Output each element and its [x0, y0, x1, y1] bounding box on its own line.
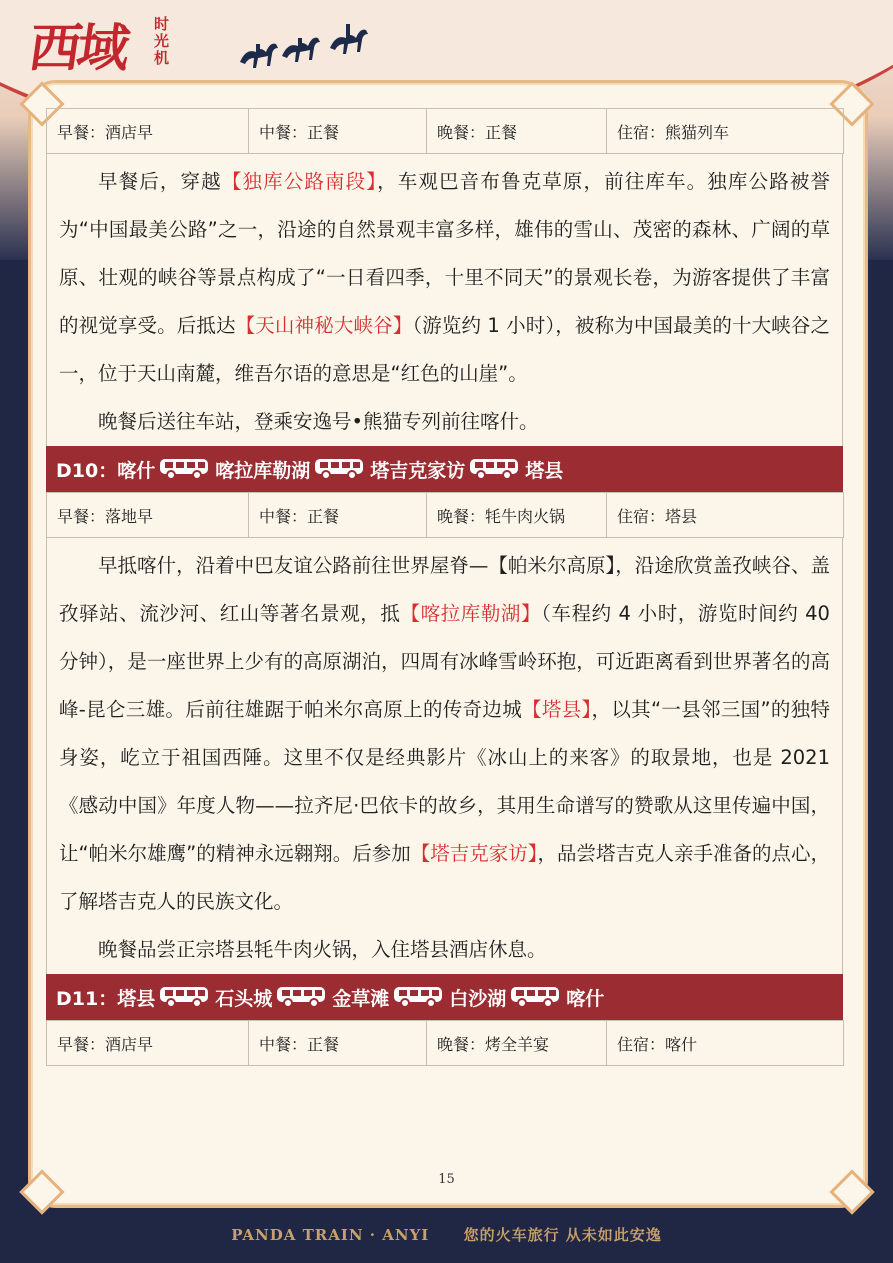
text-run: 早抵喀什，沿着中巴友谊公路前往世界屋脊—【帕米尔高原】，沿途欣赏盖孜峡谷、盖孜驿站、流沙河、红山等著名景观，抵	[59, 554, 830, 625]
day-label: D10：	[56, 459, 118, 482]
page-number: 15	[438, 1172, 455, 1187]
lunch-cell: 中餐：正餐	[249, 109, 427, 154]
route-stop: 塔县	[525, 459, 564, 482]
route-stop: 塔县	[117, 987, 156, 1010]
text-run: 早餐后，穿越	[98, 170, 222, 193]
highlight-location: 【喀拉库勒湖】	[400, 602, 542, 625]
text-run: ，以其“一县邻三国”的独特身姿，屹立于祖国西陲。这里不仅是经典影片《冰山上的来客》的取景地，也是 2021《感动中国》年度人物——拉齐尼·巴依卡的故乡，其用生命谱写的赞歌从这里传遍中国，让“帕米尔雄鹰”的精神永远翱翔。后参加	[59, 698, 830, 865]
text-run: （车程约 4 小时，游览时间约 40 分钟），是一座世界上少有的高原湖泊，四周有冰峰雪岭环抱，可近距离看到世界著名的高峰-昆仑三雄。后前往雄踞于帕米尔高原上的传奇边城	[59, 602, 830, 721]
route-stop: 喀什	[566, 987, 605, 1010]
meals-table-d9	[46, 108, 844, 154]
day-label: D11：	[56, 987, 118, 1010]
highlight-location: 【天山神秘大峡谷】	[235, 314, 413, 337]
logo-sub-text: 时光机	[154, 15, 170, 67]
highlight-location: 【塔县】	[522, 698, 592, 721]
route-stop: 喀什	[117, 459, 156, 482]
bus-icon	[159, 458, 211, 480]
bus-icon	[314, 458, 366, 480]
route-stop: 白沙湖	[449, 987, 507, 1010]
lodging-cell: 住宿：熊猫列车	[607, 109, 844, 154]
paragraph: 晚餐后送往车站，登乘安逸号•熊猫专列前往喀什。	[98, 410, 539, 433]
highlight-location: 【独库公路南段】	[221, 170, 378, 193]
dinner-cell: 晚餐：正餐	[427, 109, 607, 154]
camel-caravan-illustration	[232, 4, 382, 80]
breakfast-cell: 早餐：酒店早	[47, 1021, 249, 1066]
day-header-d11	[46, 974, 843, 1020]
lodging-cell: 住宿：喀什	[607, 1021, 844, 1066]
itinerary-content	[46, 108, 843, 1066]
bus-icon	[469, 458, 521, 480]
day-description-d10	[46, 538, 843, 974]
bus-icon	[393, 986, 445, 1008]
day-header-d10	[46, 446, 843, 492]
footer-brand: PANDA TRAIN · ANYI	[231, 1226, 430, 1244]
brand-logo	[25, 6, 200, 79]
lunch-cell: 中餐：正餐	[249, 1021, 427, 1066]
highlight-location: 【塔吉克家访】	[410, 842, 538, 865]
breakfast-cell: 早餐：酒店早	[47, 109, 249, 154]
route-stop: 塔吉克家访	[370, 459, 466, 482]
footer-slogan	[0, 1224, 893, 1245]
bus-icon	[159, 986, 211, 1008]
dinner-cell: 晚餐：牦牛肉火锅	[427, 493, 607, 538]
bus-icon	[510, 986, 562, 1008]
text-run: ，车观巴音布鲁克草原，前往库车。独库公路被誉为“中国最美公路”之一，沿途的自然景观丰富多样，雄伟的雪山、茂密的森林、广阔的草原、壮观的峡谷等景点构成了“一日看四季，十里不同天”的景观长卷，为游客提供了丰富的视觉享受。后抵达	[59, 170, 830, 337]
lunch-cell: 中餐：正餐	[249, 493, 427, 538]
paragraph: 晚餐品尝正宗塔县牦牛肉火锅，入住塔县酒店休息。	[98, 938, 547, 961]
text-run: （游览约 1 小时），被称为中国最美的十大峡谷之一，位于天山南麓，维吾尔语的意思是“红色的山崖”。	[59, 314, 830, 385]
lodging-cell: 住宿：塔县	[607, 493, 844, 538]
meals-table-d11	[46, 1020, 844, 1066]
route-stop: 金草滩	[332, 987, 390, 1010]
breakfast-cell: 早餐：落地早	[47, 493, 249, 538]
paragraph	[47, 158, 842, 398]
text-run: ，品尝塔吉克人亲手准备的点心，了解塔吉克人的民族文化。	[59, 842, 830, 913]
dinner-cell: 晚餐：烤全羊宴	[427, 1021, 607, 1066]
logo-main-text: 西域	[25, 18, 130, 79]
bus-icon	[276, 986, 328, 1008]
paragraph	[47, 542, 842, 926]
day-description-d9	[46, 154, 843, 446]
route-stop: 喀拉库勒湖	[215, 459, 311, 482]
meals-table-d10	[46, 492, 844, 538]
footer-tagline: 您的火车旅行 从未如此安逸	[463, 1226, 662, 1244]
route-stop: 石头城	[215, 987, 273, 1010]
